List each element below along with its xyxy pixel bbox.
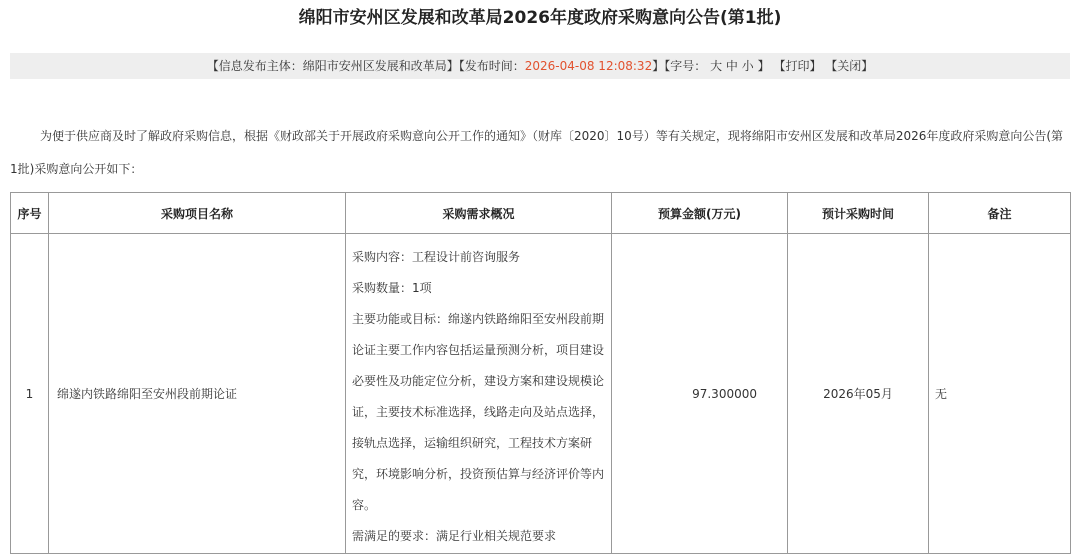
info-bar <box>10 53 1070 79</box>
font-size-medium-link[interactable]: 中 <box>725 59 738 73</box>
header-budget: 预算金额(万元) <box>612 193 788 234</box>
cell-remark: 无 <box>929 234 1071 554</box>
publish-time: 2026-04-08 12:08:32 <box>524 59 653 73</box>
desc-quantity: 采购数量：1项 <box>352 280 432 295</box>
cell-no: 1 <box>11 234 49 554</box>
table-header-row <box>11 193 1071 234</box>
header-no: 序号 <box>11 193 49 234</box>
desc-function: 主要功能或目标：绵遂内铁路绵阳至安州段前期论证主要工作内容包括运量预测分析，项目建设必要性及功能定位分析，建设方案和建设规模论证，主要技术标准选择，线路走向及站点选择，接轨点选择，运输组织研究，工程技术方案研究，环境影响分析，投资预估算与经济评价等内容。 <box>352 311 605 512</box>
header-requirement-summary: 采购需求概况 <box>346 193 612 234</box>
font-size-large-link[interactable]: 大 <box>710 59 723 73</box>
time-suffix: 】 <box>652 59 665 73</box>
cell-purchase-time: 2026年05月 <box>788 234 929 554</box>
header-project-name: 采购项目名称 <box>49 193 346 234</box>
header-remark: 备注 <box>929 193 1071 234</box>
publisher-prefix: 【信息发布主体： <box>206 59 303 73</box>
desc-content: 采购内容：工程设计前咨询服务 <box>352 249 521 264</box>
font-size-suffix: 】 <box>757 59 770 73</box>
header-purchase-time: 预计采购时间 <box>788 193 929 234</box>
font-size-prefix: 【字号： <box>664 59 707 73</box>
publisher: 绵阳市安州区发展和改革局 <box>302 59 447 73</box>
cell-requirement-summary <box>346 234 612 554</box>
page-title: 绵阳市安州区发展和改革局2026年度政府采购意向公告(第1批) <box>298 8 782 28</box>
cell-project-name: 绵遂内铁路绵阳至安州段前期论证 <box>49 234 346 554</box>
desc-requirement: 需满足的要求：满足行业相关规范要求 <box>352 528 557 543</box>
font-size-small-link[interactable]: 小 <box>741 59 754 73</box>
time-prefix: 【发布时间： <box>458 59 525 73</box>
intro-paragraph: 为便于供应商及时了解政府采购信息，根据《财政部关于开展政府采购意向公开工作的通知》（财库〔2020〕10号）等有关规定，现将绵阳市安州区发展和改革局2026年度政府采购意向公告(第1批)采购意向公开如下： <box>10 129 1064 176</box>
print-link[interactable]: 【打印】 <box>773 59 822 73</box>
close-link[interactable]: 【关闭】 <box>825 59 874 73</box>
cell-budget: 97.300000 <box>612 234 788 554</box>
table-row <box>11 234 1071 554</box>
publisher-suffix: 】 <box>446 59 459 73</box>
procurement-table <box>10 192 1071 554</box>
